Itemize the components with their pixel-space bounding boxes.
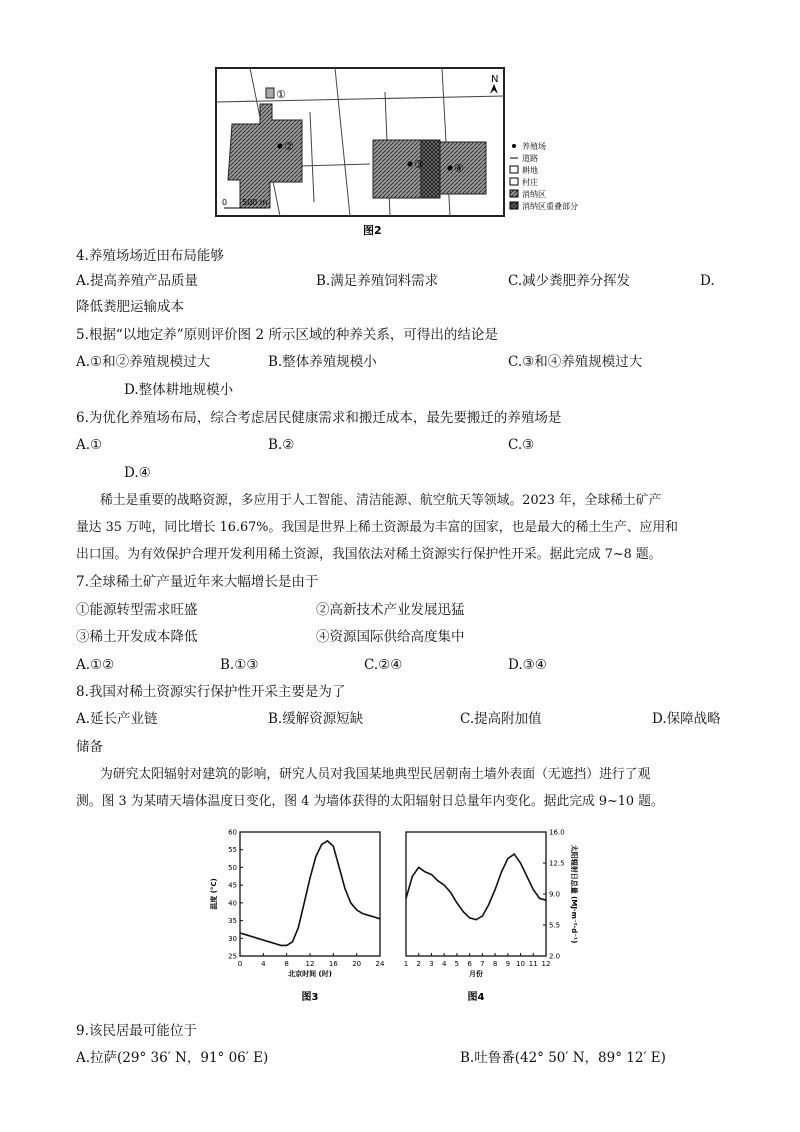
chart4-xtick-label: 6 (467, 960, 472, 968)
chart4-data-point (514, 854, 515, 855)
chart4-data-point (412, 876, 413, 877)
legend-2: 道路 (522, 154, 538, 163)
chart4-data-point (475, 919, 476, 920)
chart4-xtick-label: 2 (416, 960, 421, 968)
chart3-data-point (251, 936, 252, 937)
q4-option-d-text[interactable]: 降低粪肥运输成本 (76, 299, 184, 315)
chart3-data-point (245, 934, 246, 935)
chart4-data-point (469, 917, 470, 918)
q4-option-c[interactable]: C.减少粪肥养分挥发 (508, 273, 631, 289)
chart4-xtick-label: 4 (441, 960, 447, 968)
q4-stem: 4.养殖场场近田布局能够 (76, 248, 224, 264)
chart4-data-point (456, 902, 457, 903)
chart-4-svg (396, 824, 582, 1014)
figure-3-chart (206, 824, 396, 1014)
chart3-data-point (350, 902, 351, 903)
chart4-frame (406, 832, 546, 956)
passage1-line-3: 出口国。为有效保护合理开发利用稀土资源，我国依法对稀土资源实行保护性开采。据此完成 7~8 题。 (76, 547, 662, 562)
q4-option-d-prefix[interactable]: D. (700, 273, 715, 289)
scale-zero: 0 (222, 198, 228, 207)
chart4-ytick-label: 16.0 (549, 828, 565, 837)
chart3-ytick-label: 50 (228, 863, 237, 872)
chart3-frame (240, 832, 380, 956)
chart3-ytick-label: 25 (228, 952, 237, 961)
chart4-data-point (507, 858, 508, 859)
farm-dot-4 (447, 165, 452, 170)
chart3-data-point (263, 939, 264, 940)
legend-field-icon (510, 166, 518, 173)
chart4-xtick-label: 5 (454, 960, 460, 968)
chart4-data-point (545, 900, 546, 901)
chart4-xtick-label: 7 (480, 960, 485, 968)
chart3-data-point (362, 913, 363, 914)
figure-4-chart (396, 824, 582, 1014)
chart4-data-point (431, 874, 432, 875)
legend-3: 耕地 (522, 166, 538, 175)
marker-1: ① (276, 88, 286, 101)
q5-option-c[interactable]: C.③和④养殖规模过大 (508, 354, 643, 370)
chart3-xtick-label: 4 (261, 960, 266, 968)
chart4-data-point (405, 898, 406, 899)
chart4-xtick-label: 11 (528, 960, 538, 968)
chart3-data-point (309, 877, 310, 878)
chart3-ytick-label: 35 (228, 917, 237, 926)
chart3-data-point (344, 888, 345, 889)
chart4-xtick-label: 8 (492, 960, 498, 968)
q8-option-d-end[interactable]: 储备 (76, 739, 103, 755)
chart3-xtick-label: 20 (352, 960, 362, 968)
q6-option-a[interactable]: A.① (76, 437, 103, 453)
chart4-ytick-label: 9.0 (549, 890, 561, 899)
q7-option-d[interactable]: D.③④ (508, 657, 547, 673)
q6-option-b[interactable]: B.② (268, 437, 295, 453)
chart-3-svg (206, 824, 396, 1014)
chart3-data-point (327, 840, 328, 841)
chart4-xlabel: 月份 (469, 970, 483, 978)
passage1-line-2: 量达 35 万吨，同比增长 16.67%。我国是世界上稀土资源最为丰富的国家，也是最大的稀土生产、应用和 (76, 520, 678, 535)
farm-dot-2 (277, 143, 282, 148)
chart3-ytick-label: 30 (228, 934, 237, 943)
marker-3: ③ (414, 158, 424, 171)
chart4-data-point (463, 911, 464, 912)
chart3-data-point (286, 945, 287, 946)
chart4-ytick-label: 12.5 (549, 859, 565, 868)
legend-6: 消纳区重叠部分 (522, 202, 578, 211)
chart4-data-point (494, 889, 495, 890)
chart3-data-point (239, 932, 240, 933)
figure-2-map (210, 62, 590, 240)
chart4-ytick-label: 2.0 (549, 952, 561, 961)
legend-village-icon (510, 178, 518, 185)
chart3-xtick-label: 0 (237, 960, 243, 968)
farm-dot-3 (407, 161, 412, 166)
chart4-xtick-label: 12 (541, 960, 551, 968)
chart3-data-point (333, 846, 334, 847)
q6-option-d[interactable]: D.④ (124, 465, 151, 481)
chart3-data-point (298, 927, 299, 928)
chart4-data-point (520, 862, 521, 863)
chart3-xtick-label: 16 (328, 960, 338, 968)
legend-1: 养殖场 (522, 142, 546, 151)
q8-stem: 8.我国对稀土资源实行保护性开采主要是为了 (76, 684, 346, 700)
chart3-data-point (321, 844, 322, 845)
chart4-data-point (444, 885, 445, 886)
q9-stem: 9.该民居最可能位于 (76, 1023, 197, 1039)
q5-option-b[interactable]: B.整体养殖规模小 (268, 354, 377, 370)
chart4-data-point (437, 880, 438, 881)
chart4-xtick-label: 1 (403, 960, 409, 968)
chart4-xtick-label: 3 (429, 960, 434, 968)
chart4-data-point (501, 871, 502, 872)
chart3-title: 图3 (301, 992, 319, 1003)
chart4-data-point (450, 892, 451, 893)
passage2-line-1: 为研究太阳辐射对建筑的影响，研究人员对我国某地典型民居朝南土墙外表面（无遮挡）进行了观 (100, 767, 651, 782)
chart4-data-point (526, 876, 527, 877)
q8-option-c[interactable]: C.提高附加值 (460, 711, 542, 727)
legend-dot-icon (512, 144, 516, 148)
chart4-data-point (424, 871, 425, 872)
q5-stem: 5.根据“以地定养”原则评价图 2 所示区域的种养关系，可得出的结论是 (76, 327, 498, 343)
q7-stem: 7.全球稀土矿产量近年来大幅增长是由于 (76, 574, 319, 590)
q6-stem: 6.为优化养殖场布局，综合考虑居民健康需求和搬迁成本，最先要搬迁的养殖场是 (76, 410, 562, 426)
q6-option-c[interactable]: C.③ (508, 437, 535, 453)
chart4-data-point (418, 867, 419, 868)
chart3-data-point (257, 938, 258, 939)
legend-overlap-icon (510, 202, 518, 209)
chart3-data-point (274, 943, 275, 944)
chart3-data-point (292, 941, 293, 942)
chart4-ylabel: 太阳辐射日总量 (MJ·m⁻²·d⁻¹) (570, 844, 578, 944)
chart4-data-point (539, 898, 540, 899)
chart3-xtick-label: 12 (305, 960, 315, 968)
q9-option-a[interactable]: A.拉萨(29° 36′ N，91° 06′ E) (76, 1050, 269, 1066)
q9-option-b[interactable]: B.吐鲁番(42° 50′ N，89° 12′ E) (460, 1050, 666, 1066)
legend-4: 村庄 (522, 178, 538, 187)
chart3-xtick-label: 8 (284, 960, 289, 968)
chart4-xtick-label: 9 (505, 960, 511, 968)
chart3-ytick-label: 45 (228, 881, 237, 890)
chart3-data-point (339, 867, 340, 868)
map-svg (210, 62, 590, 240)
chart3-data-point (304, 902, 305, 903)
chart4-ytick-label: 5.5 (549, 921, 561, 930)
q7-statement-1: ①能源转型需求旺盛 (76, 602, 198, 618)
chart3-data-point (379, 918, 380, 919)
q5-option-d[interactable]: D.整体耕地规模小 (124, 382, 234, 398)
chart4-data-point (533, 889, 534, 890)
chart3-ytick-label: 60 (228, 828, 237, 837)
q8-option-a[interactable]: A.延长产业链 (76, 711, 158, 727)
q7-statement-2: ②高新技术产业发展迅猛 (316, 602, 465, 618)
marker-4: ④ (454, 162, 464, 175)
chart4-title: 图4 (467, 992, 485, 1003)
legend-5: 消纳区 (522, 190, 546, 199)
chart3-xlabel: 北京时间 (时) (288, 970, 332, 978)
chart4-xtick-label: 10 (516, 960, 526, 968)
chart3-data-point (280, 945, 281, 946)
q7-statement-4: ④资源国际供给高度集中 (316, 629, 465, 645)
q7-option-c[interactable]: C.②④ (364, 657, 403, 673)
chart3-data-point (269, 941, 270, 942)
q8-option-d-start[interactable]: D.保障战略 (652, 711, 721, 727)
figure-2-caption: 图2 (363, 224, 382, 237)
north-label: N (491, 74, 499, 85)
chart3-xtick-label: 24 (375, 960, 385, 968)
q7-option-b[interactable]: B.①③ (220, 657, 259, 673)
q8-option-b[interactable]: B.缓解资源短缺 (268, 711, 364, 727)
passage2-line-2: 测。图 3 为某晴天墙体温度日变化，图 4 为墙体获得的太阳辐射日总量年内变化。据此完成 9~10 题。 (76, 794, 664, 809)
chart3-ytick-label: 40 (228, 899, 237, 908)
chart4-data-point (488, 904, 489, 905)
village-block (266, 88, 274, 98)
chart3-data-point (368, 915, 369, 916)
chart3-ytick-label: 55 (228, 846, 237, 855)
chart4-data-point (482, 916, 483, 917)
q7-statement-3: ③稀土开发成本降低 (76, 629, 198, 645)
passage1-line-1: 稀土是重要的战略资源，多应用于人工智能、清洁能源、航空航天等领域。2023 年，全球稀土矿产 (100, 493, 662, 508)
legend-area-icon (510, 190, 518, 197)
chart3-data-point (356, 909, 357, 910)
q5-option-a[interactable]: A.①和②养殖规模过大 (76, 354, 211, 370)
legend (510, 141, 578, 211)
chart3-ylabel: 温度 (°C) (210, 878, 218, 910)
chart3-data-point (374, 916, 375, 917)
scale-label: 500 m (242, 198, 268, 207)
q7-option-a[interactable]: A.①② (76, 657, 115, 673)
q4-option-b[interactable]: B.满足养殖饲料需求 (316, 273, 439, 289)
chart3-data-point (315, 856, 316, 857)
q4-option-a[interactable]: A.提高养殖产品质量 (76, 273, 199, 289)
marker-2: ② (284, 140, 294, 153)
